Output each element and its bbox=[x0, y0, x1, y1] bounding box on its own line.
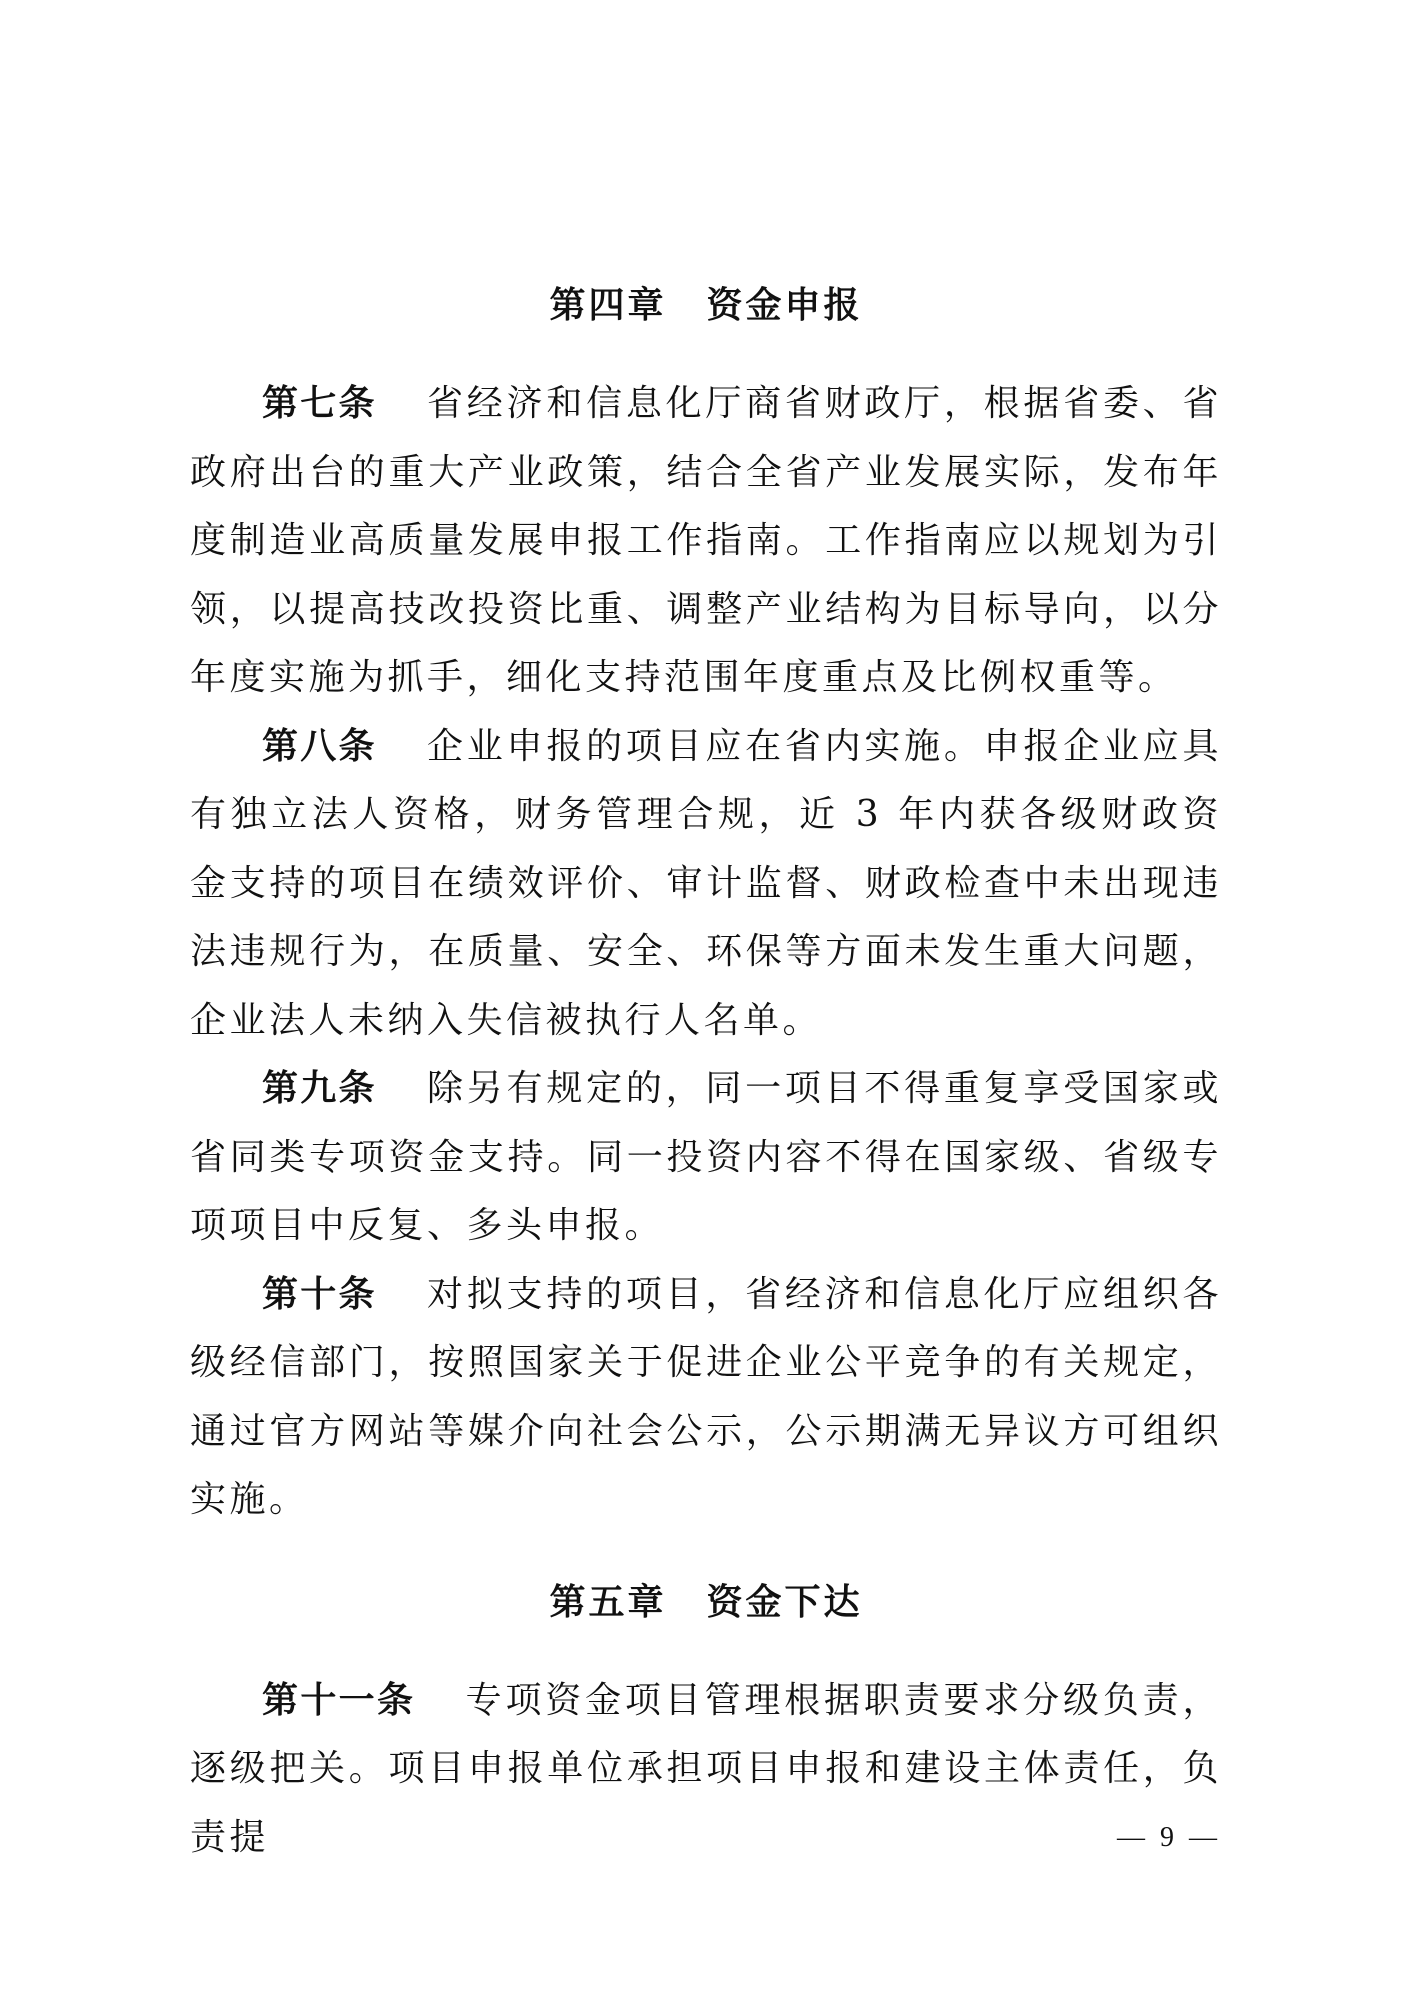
article-number: 第七条 bbox=[262, 383, 377, 424]
article-text: 企业申报的项目应在省内实施。申报企业应具有独立法人资格，财务管理合规，近 3 年内获各级财政资金支持的项目在绩效评价、审计监督、财政检查中未出现违法违规行为，在质量、安全、环保等方面未发生重大问题，企业法人未纳入失信被执行人名单。 bbox=[190, 725, 1222, 1041]
chapter-heading-4 bbox=[190, 278, 1222, 334]
article-number: 第八条 bbox=[262, 725, 377, 767]
article-10 bbox=[190, 1261, 1222, 1535]
article-text: 专项资金项目管理根据职责要求分级负责，逐级把关。项目申报单位承担项目申报和建设主体责任，负责提 bbox=[190, 1679, 1222, 1858]
chapter-title: 资金下达 bbox=[706, 1581, 863, 1623]
page-number: — 9 — bbox=[1117, 1822, 1221, 1853]
article-number: 第九条 bbox=[262, 1068, 377, 1109]
article-text: 对拟支持的项目，省经济和信息化厅应组织各级经信部门，按照国家关于促进企业公平竞争的有关规定，通过官方网站等媒介向社会公示，公示期满无异议方可组织实施。 bbox=[190, 1273, 1222, 1520]
chapter-number: 第五章 bbox=[549, 1581, 667, 1623]
article-7 bbox=[190, 370, 1222, 713]
article-number: 第十一条 bbox=[262, 1679, 416, 1721]
page-content bbox=[190, 278, 1222, 1872]
chapter-heading-5 bbox=[190, 1575, 1222, 1631]
article-9 bbox=[190, 1055, 1222, 1261]
article-number: 第十条 bbox=[262, 1273, 377, 1315]
article-11 bbox=[190, 1667, 1222, 1873]
chapter-title: 资金申报 bbox=[706, 285, 863, 326]
article-text: 省经济和信息化厅商省财政厅，根据省委、省政府出台的重大产业政策，结合全省产业发展实际，发布年度制造业高质量发展申报工作指南。工作指南应以规划为引领，以提高技改投资比重、调整产业结构为目标导向，以分年度实施为抓手，细化支持范围年度重点及比例权重等。 bbox=[190, 383, 1222, 698]
chapter-number: 第四章 bbox=[549, 285, 667, 326]
article-8 bbox=[190, 713, 1222, 1056]
article-text: 除另有规定的，同一项目不得重复享受国家或省同类专项资金支持。同一投资内容不得在国家级、省级专项项目中反复、多头申报。 bbox=[190, 1068, 1222, 1246]
